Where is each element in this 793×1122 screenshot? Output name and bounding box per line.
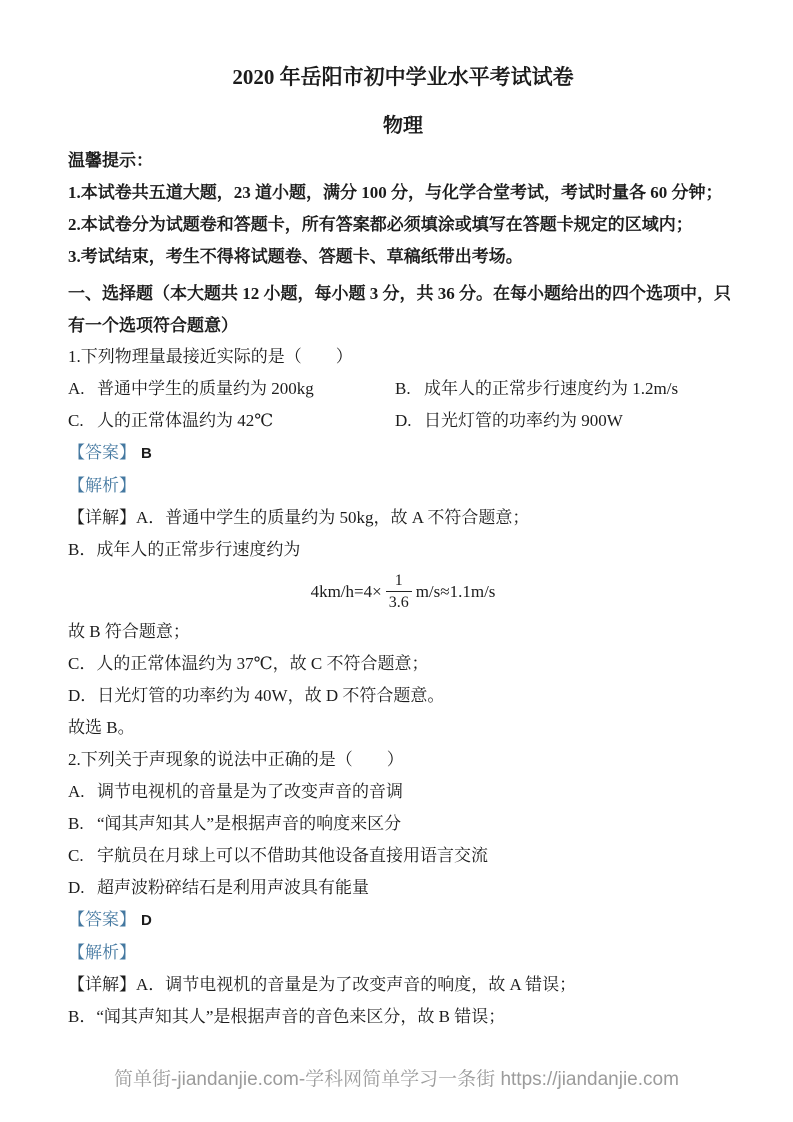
analysis-tag: 【解析】: [68, 476, 136, 495]
q1-stem: 1.下列物理量最接近实际的是（ ）: [68, 347, 353, 366]
option-label: B.: [68, 814, 84, 833]
option-text: 宇航员在月球上可以不借助其他设备直接用语言交流: [97, 846, 488, 865]
option-text: 超声波粉碎结石是利用声波具有能量: [97, 878, 369, 897]
option-label: D.: [395, 411, 412, 430]
q2-option-b: [68, 813, 738, 834]
option-label: A.: [68, 782, 85, 801]
formula-fraction: [386, 571, 412, 613]
fraction-numerator: 1: [394, 572, 403, 589]
q1-detail-a: 【详解】A．普通中学生的质量约为 50kg，故 A 不符合题意；: [68, 508, 530, 527]
q1-options-row-2: [68, 410, 738, 431]
q2-detail-a: 【详解】A．调节电视机的音量是为了改变声音的响度，故 A 错误；: [68, 975, 577, 994]
answer-tag: 【答案】: [68, 910, 136, 929]
answer-tag: 【答案】: [68, 443, 136, 462]
q2-answer-value: D: [141, 912, 152, 929]
option-text: 调节电视机的音量是为了改变声音的音调: [97, 782, 403, 801]
option-label: C.: [68, 411, 84, 430]
q1-detail-c: C．人的正常体温约为 37℃，故 C 不符合题意；: [68, 654, 429, 673]
fraction-denominator: 3.6: [386, 591, 412, 613]
notice-item-3: 3.考试结束，考生不得将试题卷、答题卡、草稿纸带出考场。: [68, 247, 523, 266]
q1-analysis-line: [68, 475, 738, 496]
q1-answer-line: [68, 442, 738, 464]
option-label: D.: [68, 878, 85, 897]
q1-detail-b-conclusion: 故 B 符合题意；: [68, 622, 190, 641]
q1-answer-value: B: [141, 445, 152, 462]
option-label: B.: [395, 379, 411, 398]
page-title: 2020 年岳阳市初中学业水平考试试卷: [232, 65, 574, 89]
option-text: 普通中学生的质量约为 200kg: [97, 379, 314, 398]
q2-detail-b: B．“闻其声知其人”是根据声音的音色来区分，故 B 错误；: [68, 1007, 506, 1026]
speed-conversion-formula: [311, 571, 496, 613]
q1-options-row-1: [68, 378, 738, 399]
formula-suffix: m/s≈1.1m/s: [415, 582, 496, 601]
q1-conclusion: 故选 B。: [68, 718, 135, 737]
analysis-tag: 【解析】: [68, 943, 136, 962]
subject-title: 物理: [383, 115, 423, 137]
q1-formula: [68, 571, 738, 613]
q1-option-c: [68, 410, 395, 431]
q2-option-a: [68, 781, 738, 802]
notice-item-1: 1.本试卷共五道大题，23 道小题，满分 100 分，与化学合堂考试，考试时量各 60 分钟；: [68, 183, 723, 202]
option-label: A.: [68, 379, 85, 398]
q1-detail-d: D．日光灯管的功率约为 40W，故 D 不符合题意。: [68, 686, 445, 705]
option-text: 日光灯管的功率约为 900W: [424, 411, 623, 430]
q2-stem: 2.下列关于声现象的说法中正确的是（ ）: [68, 750, 404, 769]
q1-option-d: [395, 410, 738, 431]
notice-item-2: 2.本试卷分为试题卷和答题卡，所有答案都必须填涂或填写在答题卡规定的区域内；: [68, 215, 693, 234]
section-heading: 一、选择题（本大题共 12 小题，每小题 3 分，共 36 分。在每小题给出的四个选项中，只有一个选项符合题意）: [68, 284, 731, 335]
option-text: 人的正常体温约为 42℃: [97, 411, 274, 430]
option-label: C.: [68, 846, 84, 865]
q1-option-a: [68, 378, 395, 399]
q2-answer-line: [68, 909, 738, 931]
option-text: 成年人的正常步行速度约为 1.2m/s: [424, 379, 679, 398]
q1-detail-b: B．成年人的正常步行速度约为: [68, 540, 301, 559]
notice-heading: 温馨提示：: [68, 151, 153, 170]
option-text: “闻其声知其人”是根据声音的响度来区分: [97, 814, 402, 833]
q2-option-c: [68, 845, 738, 866]
formula-prefix: 4km/h=4×: [310, 582, 382, 601]
footer-watermark: 简单街-jiandanjie.com-学科网简单学习一条街 https://jiandanjie.com: [114, 1069, 679, 1090]
q2-option-d: [68, 877, 738, 898]
q2-analysis-line: [68, 942, 738, 963]
q1-option-b: [395, 378, 738, 399]
